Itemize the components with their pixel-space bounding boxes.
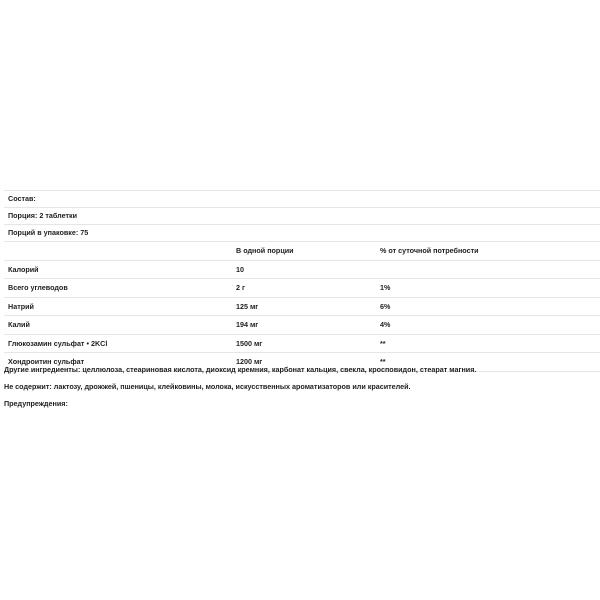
header-per-serving: В одной порции: [236, 246, 294, 256]
table-header-row: [4, 241, 600, 260]
table-row: [4, 260, 600, 279]
composition-row: [4, 190, 600, 207]
header-daily-value: % от суточной потребности: [380, 246, 479, 256]
supplement-facts-table: [4, 190, 600, 372]
nutrient-name: Натрий: [8, 301, 34, 311]
table-row: [4, 297, 600, 316]
nutrient-amount: 10: [236, 264, 244, 274]
nutrient-amount: 194 мг: [236, 320, 259, 330]
nutrient-name: Калий: [8, 320, 30, 330]
nutrient-amount: 1500 мг: [236, 338, 263, 348]
serving-size-label: Порция: 2 таблетки: [8, 211, 78, 221]
servings-per-container-label: Порций в упаковке: 75: [8, 228, 89, 238]
nutrient-name: Глюкозамин сульфат • 2KCl: [8, 338, 108, 348]
table-row: [4, 278, 600, 297]
nutrient-name: Всего углеводов: [8, 283, 68, 293]
nutrient-daily-value: 1%: [380, 283, 391, 293]
composition-label: Состав:: [8, 194, 36, 204]
does-not-contain-text: Не содержит: лактозу, дрожжей, пшеницы, клейковины, молока, искусственных ароматизаторов или красителей.: [4, 382, 411, 391]
table-row: [4, 315, 600, 334]
nutrient-daily-value: 4%: [380, 320, 391, 330]
nutrient-amount: 2 г: [236, 283, 245, 293]
servings-per-container-row: [4, 224, 600, 241]
nutrient-daily-value: **: [380, 338, 386, 348]
nutrient-daily-value: **: [380, 357, 386, 367]
table-row: [4, 334, 600, 353]
warnings-label: Предупреждения:: [4, 399, 68, 408]
nutrient-name: Хондроитин сульфат: [8, 357, 85, 367]
nutrient-amount: 1200 мг: [236, 357, 263, 367]
nutrient-name: Калорий: [8, 264, 39, 274]
other-ingredients-text: Другие ингредиенты: целлюлоза, стеариновая кислота, диоксид кремния, карбонат кальция, свекла, кросповидон, стеарат магния.: [4, 365, 477, 374]
serving-size-row: [4, 207, 600, 224]
nutrient-daily-value: 6%: [380, 301, 391, 311]
nutrient-amount: 125 мг: [236, 301, 259, 311]
